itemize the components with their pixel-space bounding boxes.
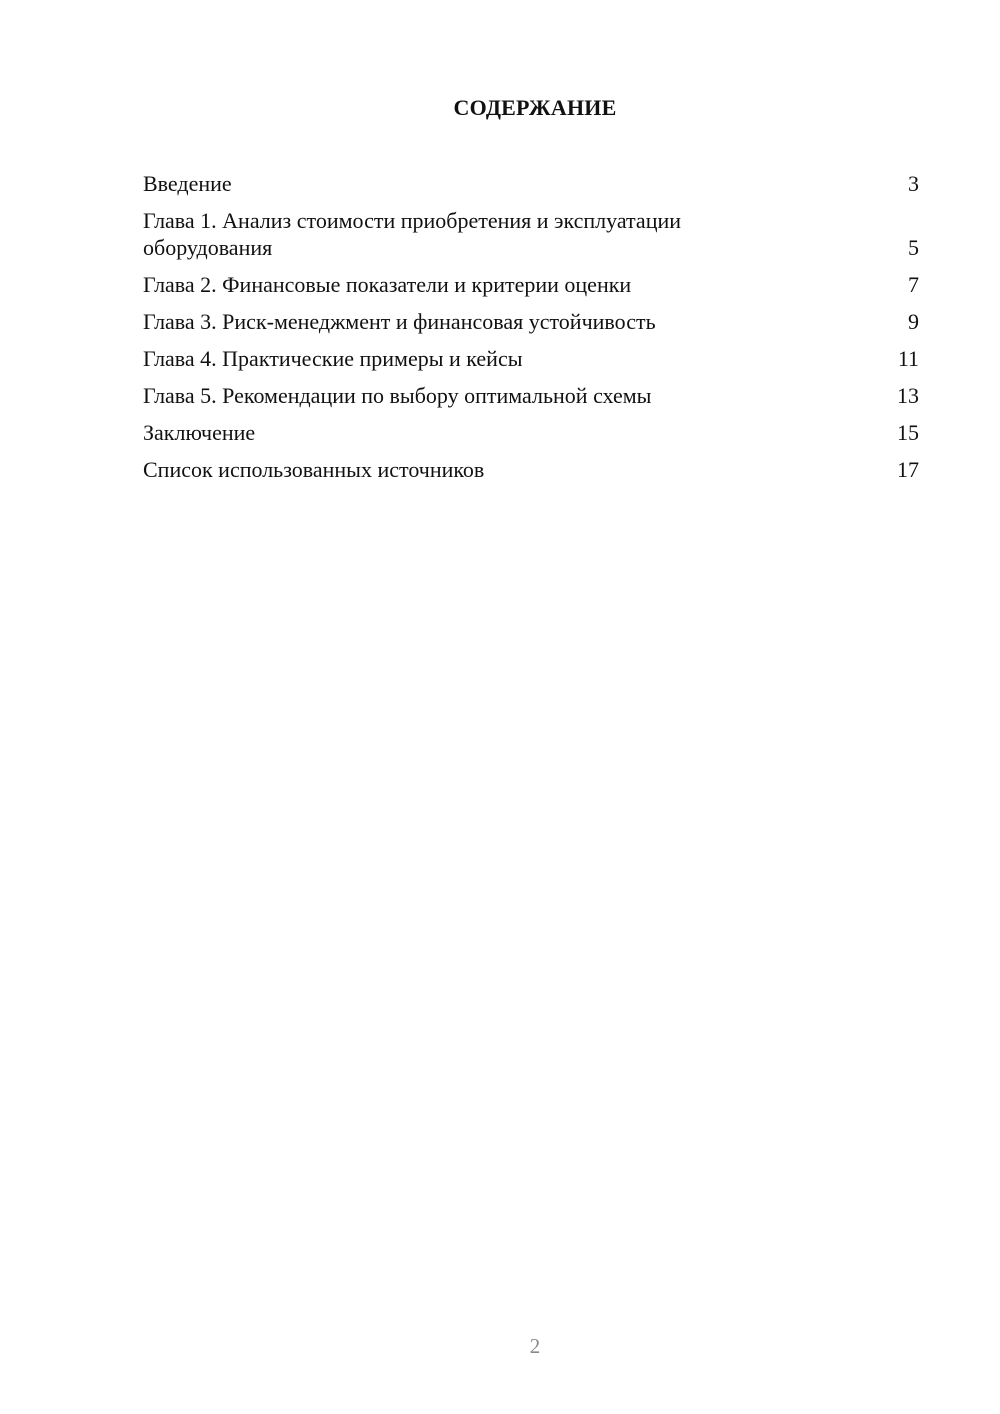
toc-item-chapter-5[interactable] (143, 382, 919, 409)
toc-item-page: 17 (897, 457, 919, 482)
toc-item-conclusion[interactable] (143, 419, 919, 446)
table-of-contents (143, 170, 919, 493)
toc-item-page: 3 (908, 171, 919, 196)
toc-item-page: 9 (908, 309, 919, 334)
toc-item-label: Список использованных источников (143, 457, 485, 482)
page-number: 2 (529, 1334, 541, 1358)
toc-item-page: 11 (897, 346, 919, 371)
toc-item-label: Глава 2. Финансовые показатели и критерии оценки (143, 272, 632, 297)
toc-item-references[interactable] (143, 456, 919, 483)
toc-item-label: Глава 3. Риск-менеджмент и финансовая устойчивость (143, 309, 656, 334)
toc-item-page: 13 (897, 383, 919, 408)
toc-item-label: Введение (143, 171, 232, 196)
toc-item-label: Заключение (143, 420, 256, 445)
toc-heading: СОДЕРЖАНИЕ (453, 95, 617, 120)
toc-item-introduction[interactable] (143, 170, 919, 197)
toc-item-label: Глава 1. Анализ стоимости приобретения и эксплуатации оборудования (143, 208, 682, 260)
toc-item-label: Глава 5. Рекомендации по выбору оптимальной схемы (143, 383, 652, 408)
toc-item-chapter-4[interactable] (143, 345, 919, 372)
toc-item-page: 5 (908, 235, 919, 260)
toc-item-chapter-3[interactable] (143, 308, 919, 335)
toc-item-label: Глава 4. Практические примеры и кейсы (143, 346, 523, 371)
toc-item-chapter-1[interactable] (143, 207, 919, 261)
toc-item-chapter-2[interactable] (143, 271, 919, 298)
toc-item-page: 15 (897, 420, 919, 445)
toc-item-page: 7 (908, 272, 919, 297)
